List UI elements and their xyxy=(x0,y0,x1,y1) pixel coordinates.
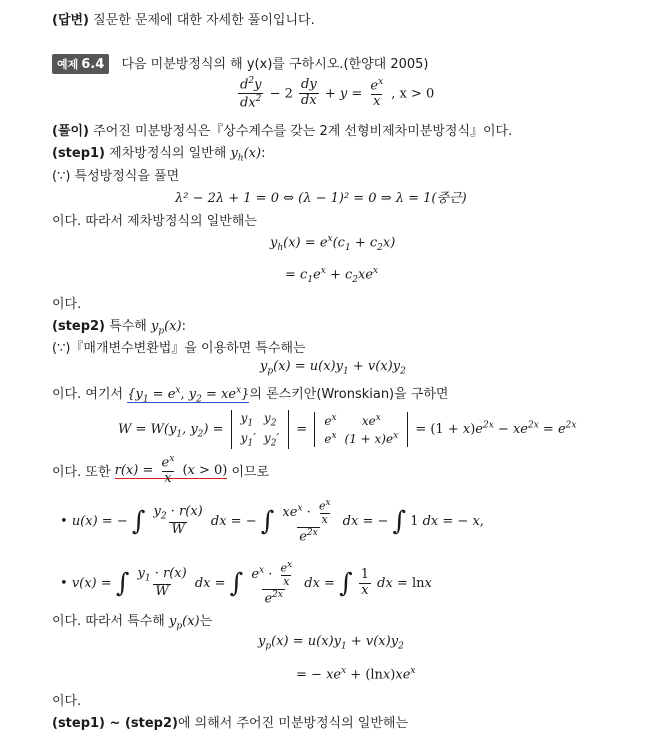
yp-line1: $y_p(x) = u(x)y_1 + v(x)y_2$ xyxy=(258,634,404,652)
basis-functions: {$y_1 = e^x$, $y_2 = xe^x$} xyxy=(127,385,250,405)
step1-label: (step1) xyxy=(52,146,106,161)
step2-end: 이다. xyxy=(52,694,82,709)
step1-end: 이다. xyxy=(52,297,82,312)
wronskian: $W = W(y_1$, $y_2$) = $y_1$ $y_2$ $y_1'$ $y_2'$ = $e^x$ $xe^x$ $e^x$ $(1 + x)e^x$ = $(1 + x)e^{2x} - xe^{2x} = e^{2x}$ xyxy=(118,411,577,448)
step1-header: (step1) 제차방정식의 일반해 $y_h(x)$: xyxy=(52,146,266,164)
r-definition: r(x) = $\frac{e^x}{x}$ (x > 0) xyxy=(114,454,228,487)
example-line xyxy=(52,53,428,74)
char-equation: λ² − 2λ + 1 = 0 ⇔ (λ − 1)² = 0 ⇒ λ = 1(중근) xyxy=(175,191,467,206)
yh-line1: $y_h(x) = e^x(c_1 + c_2x)$ xyxy=(270,234,396,253)
solution-line xyxy=(52,120,512,139)
step2-header: (step2) 특수해 $y_p(x)$: xyxy=(52,319,186,337)
wronskian-matrix-1: $y_1$ $y_2$ $y_1'$ $y_2'$ xyxy=(231,410,290,449)
step1-because: (∵) 특성방정식을 풀면 xyxy=(52,169,180,184)
yp-line2: = − $xe^x + (\ln x)xe^x$ xyxy=(296,666,416,683)
example-statement: 다음 미분방정식의 해 y(x)를 구하시오.(한양대 2005) xyxy=(121,57,429,72)
wronskian-matrix-2: $e^x$ $xe^x$ $e^x$ $(1 + x)e^x$ xyxy=(314,412,408,446)
yh-line2: = $c_1e^x + c_2xe^x$ xyxy=(285,266,379,285)
yp-formula: $y_p(x) = u(x)y_1 + v(x)y_2$ xyxy=(260,359,406,377)
step1-so: 이다. 따라서 제차방정식의 일반해는 xyxy=(52,214,257,229)
step1-title: 제차방정식의 일반해 xyxy=(105,146,231,161)
answer-text: 질문한 문제에 대한 자세한 풀이입니다. xyxy=(89,13,315,28)
solution-label: (풀이) xyxy=(52,124,89,139)
main-ode: $\frac{d^2y}{dx^2}$ − 2 $\frac{dy}{dx}$ + y = $\frac{e^x}{x}$ , x > 0 xyxy=(240,76,435,111)
v-formula: • v(x) = ∫ $\frac{y_1 \cdot r(x)}{W}$ dx = ∫ $e^x$ · $\frac{e^x}{x}$ $e^{2x}$ dx = ∫ $\frac{1}{x}$ dx = lnx xyxy=(60,560,432,607)
final-line: (step1) ~ (step2)에 의해서 주어진 미분방정식의 일반해는 xyxy=(52,716,408,731)
step2-label: (step2) xyxy=(52,319,106,334)
example-badge: 예제 6.4 xyxy=(52,54,109,74)
step2-because: (∵)『매개변수변환법』을 이용하면 특수해는 xyxy=(52,341,306,356)
step2-here: 이다. 여기서 {$y_1 = e^x$, $y_2 = xe^x$}의 론스키안(Wronskian)을 구하면 xyxy=(52,385,449,405)
step2-title: 특수해 xyxy=(105,319,151,334)
answer-label: (답변) xyxy=(52,13,89,28)
answer-line xyxy=(52,9,315,28)
step2-also: 이다. 또한 r(x) = $\frac{e^x}{x}$ (x > 0) 이므로 xyxy=(52,454,270,487)
step2-so: 이다. 따라서 특수해 $y_p(x)$는 xyxy=(52,614,213,632)
solution-text: 주어진 미분방정식은『상수계수를 갖는 2계 선형비제차미분방정식』이다. xyxy=(89,124,513,139)
u-formula: • u(x) = − ∫ $\frac{y_2 \cdot r(x)}{W}$ dx = − ∫ $xe^x$ · $\frac{e^x}{x}$ $e^{2x}$ dx = − ∫ 1 dx = − x, xyxy=(60,498,484,545)
equation-tail: , x > 0 xyxy=(391,86,435,102)
